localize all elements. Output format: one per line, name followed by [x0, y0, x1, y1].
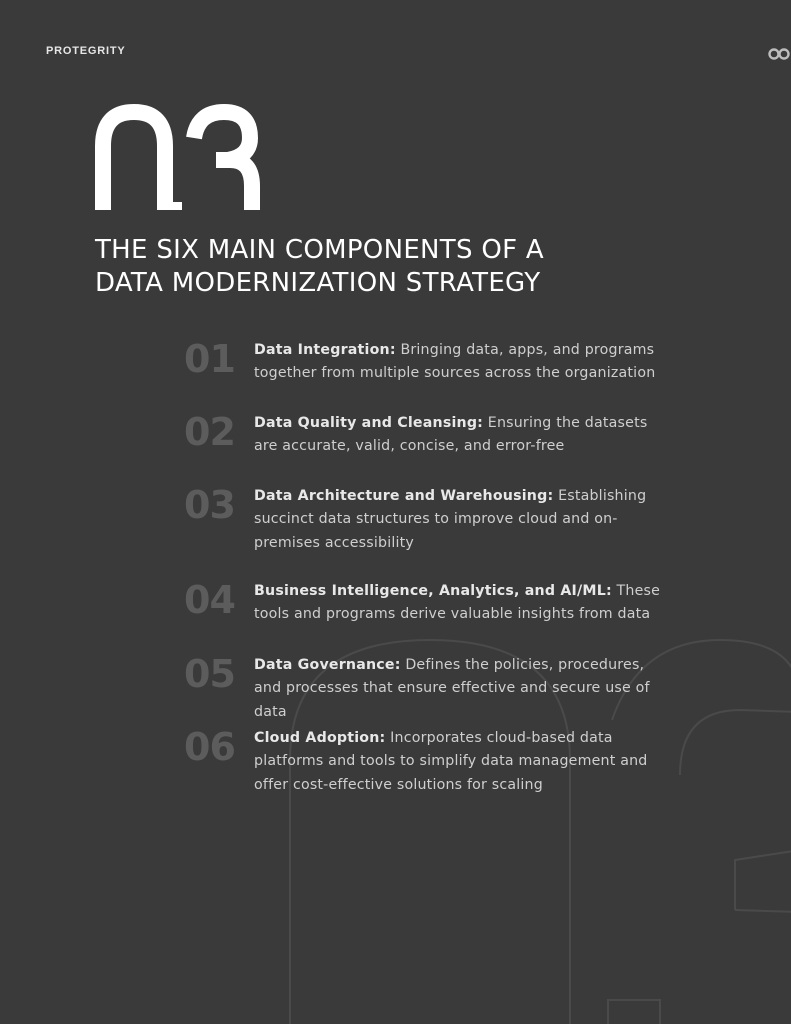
item-description: Establishing succinct data structures to improve cloud and on-premises accessibility — [254, 488, 647, 551]
item-title: Cloud Adoption: — [254, 730, 386, 746]
item-title: Data Integration: — [254, 342, 396, 358]
infinity-icon — [767, 47, 791, 61]
item-title: Data Governance: — [254, 657, 401, 673]
item-number: 01 — [184, 339, 235, 375]
item-description: Defines the policies, procedures, and processes that ensure effective and secure use of data — [254, 657, 650, 720]
item-number: 06 — [184, 727, 235, 763]
page-title-line-1: THE SIX MAIN COMPONENTS OF A — [95, 235, 545, 265]
item-title: Data Quality and Cleansing: — [254, 415, 484, 431]
page-title-line-2: DATA MODERNIZATION STRATEGY — [95, 268, 541, 298]
item-text — [254, 412, 664, 459]
protegrity-logo: PROTEGRITY — [46, 45, 126, 57]
section-number — [94, 104, 264, 214]
item-number: 05 — [184, 654, 235, 690]
item-number: 03 — [184, 485, 235, 521]
item-description: Incorporates cloud-based data platforms and tools to simplify data management and offer cost-effective solutions for scaling — [254, 730, 648, 793]
item-text — [254, 727, 664, 797]
item-text — [254, 485, 664, 555]
item-text — [254, 654, 664, 724]
item-number: 02 — [184, 412, 235, 448]
item-text — [254, 339, 664, 386]
item-number: 04 — [184, 580, 235, 616]
item-title: Business Intelligence, Analytics, and AI/ML: — [254, 583, 612, 599]
item-text — [254, 580, 664, 627]
page-title — [95, 234, 544, 300]
item-description: These tools and programs derive valuable insights from data — [254, 583, 661, 623]
item-title: Data Architecture and Warehousing: — [254, 488, 554, 504]
item-description: Ensuring the datasets are accurate, valid, concise, and error-free — [254, 415, 648, 455]
item-description: Bringing data, apps, and programs together from multiple sources across the organization — [254, 342, 656, 382]
